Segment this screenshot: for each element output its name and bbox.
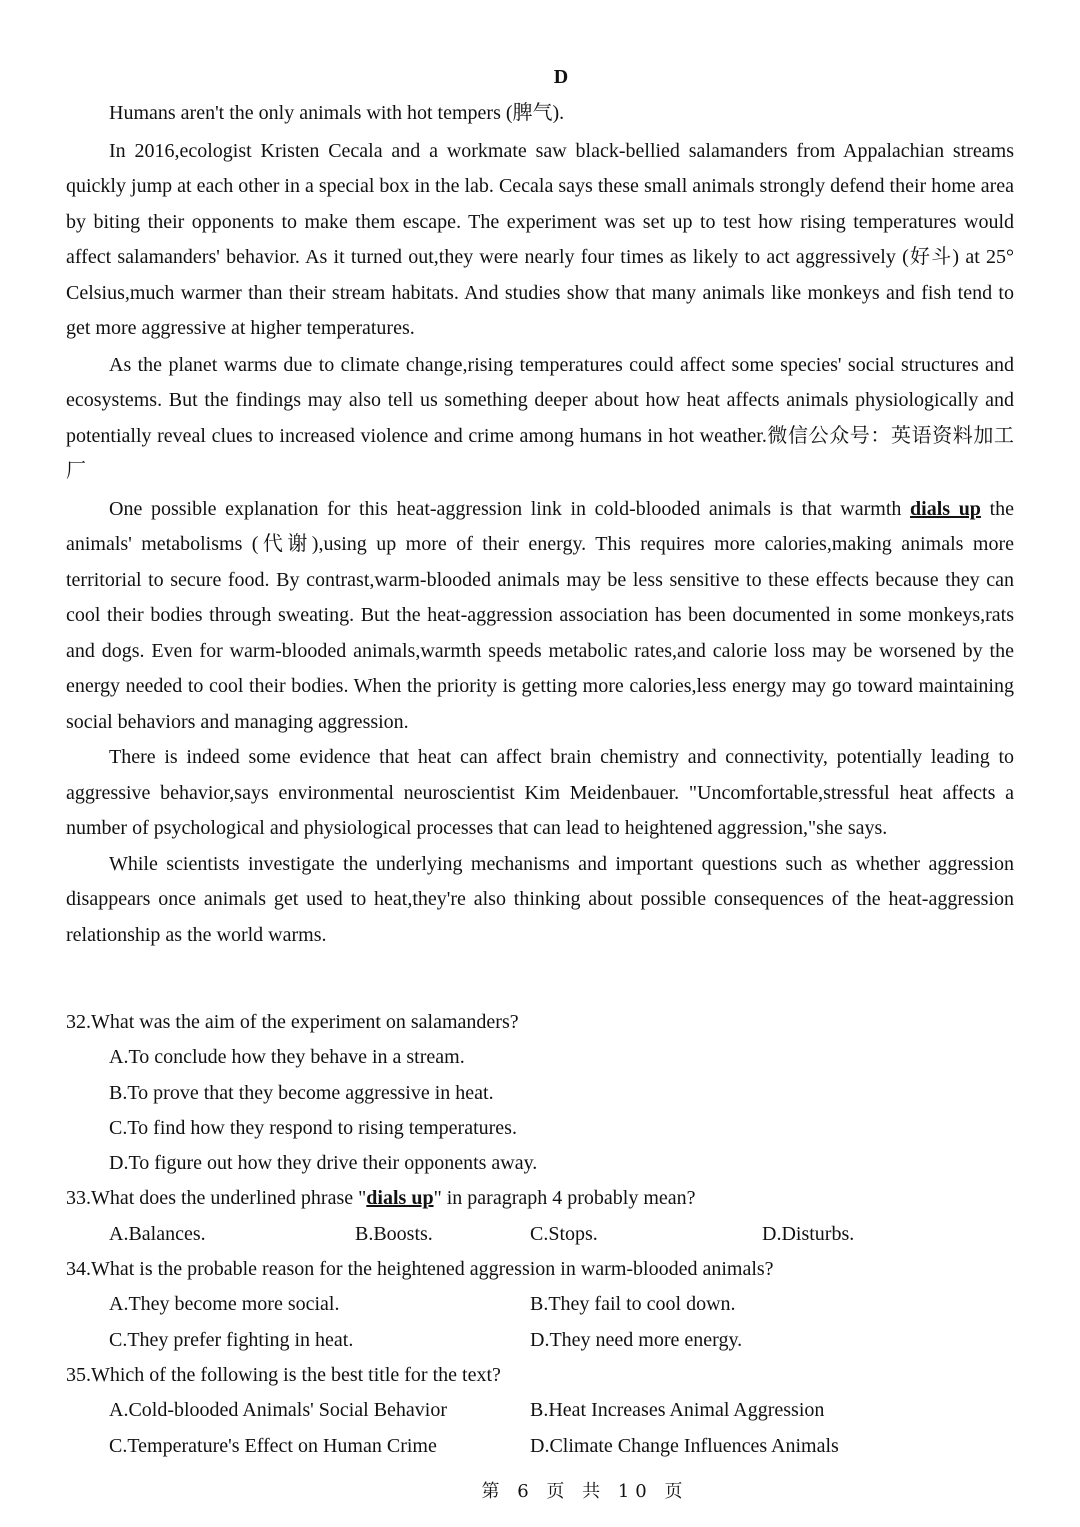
question-35-option-a: A.Cold-blooded Animals' Social Behavior — [109, 1399, 448, 1422]
question-33-option-d: D.Disturbs. — [762, 1222, 855, 1245]
question-34-option-d: D.They need more energy. — [530, 1328, 743, 1351]
question-34-options-row-1 — [66, 1287, 1014, 1322]
question-32-option-d-row — [66, 1146, 1014, 1181]
question-34-options-row-2 — [66, 1323, 1014, 1358]
question-35-options-row-1 — [66, 1393, 1014, 1428]
page-footer: 第 6 页 共 10 页 — [481, 1481, 689, 1502]
question-34-option-c: C.They prefer fighting in heat. — [109, 1328, 354, 1351]
question-33-option-c: C.Stops. — [530, 1222, 598, 1245]
question-33-stem — [66, 1181, 1014, 1216]
question-33-option-b: B.Boosts. — [355, 1222, 433, 1245]
question-35-option-d: D.Climate Change Influences Animals — [530, 1434, 839, 1457]
underlined-phrase: dials up — [910, 497, 981, 520]
question-33-option-a: A.Balances. — [109, 1222, 206, 1245]
question-35-option-b: B.Heat Increases Animal Aggression — [530, 1399, 825, 1422]
question-33-underlined-phrase: dials up — [366, 1187, 434, 1210]
question-32-option-c: C.To find how they respond to rising temperatures. — [109, 1116, 517, 1139]
question-32-option-b-row — [66, 1076, 1014, 1111]
reading-passage — [66, 96, 1014, 953]
question-32-option-b: B.To prove that they become aggressive in heat. — [109, 1081, 494, 1104]
question-34-stem: 34.What is the probable reason for the heightened aggression in warm-blooded animals? — [66, 1258, 774, 1281]
paragraph-2: In 2016,ecologist Kristen Cecala and a workmate saw black-bellied salamanders from Appalachian streams quickly jump at each other in a special box in the lab. Cecala says these small animals strongly defend their home area by biting their opponents to make them escape. The experiment was set up to test how rising temperatures would affect salamanders' behavior. As it turned out,they were nearly four times as likely to act aggressively (好斗) at 25° Celsius,much warmer than their stream habitats. And studies show that many animals like monkeys and fish tend to get more aggressive at higher temperatures. — [66, 139, 1014, 339]
question-32-option-a: A.To conclude how they behave in a stream. — [109, 1046, 465, 1069]
question-34-option-b: B.They fail to cool down. — [530, 1293, 736, 1316]
section-title: D — [553, 66, 569, 88]
paragraph-3: As the planet warms due to climate change,rising temperatures could affect some species' social structures and ecosystems. But the findings may also tell us something deeper about how heat affects animals physiologically and potentially reveal clues to increased violence and crime among humans in hot weather.微信公众号：英语资料加工厂 — [66, 353, 1014, 482]
question-32-option-c-row — [66, 1111, 1014, 1146]
paragraph-4-text-after: the animals' metabolisms (代谢),using up more of their energy. This requires more calories,making animals more territorial to secure food. By contrast,warm-blooded animals may be less sensitive to these effects because they can cool their bodies through sweating. But the heat-aggression association has been documented in some monkeys,rats and dogs. Even for warm-blooded animals,warmth speeds metabolic rates,and calorie loss may be worsened by the energy needed to cool their bodies. When the priority is getting more calories,less energy may go toward maintaining social behaviors and managing aggression. — [66, 497, 1015, 733]
question-35-option-c: C.Temperature's Effect on Human Crime — [109, 1434, 437, 1457]
question-32-option-a-row — [66, 1040, 1014, 1075]
question-34-option-a: A.They become more social. — [109, 1293, 340, 1316]
question-33-options — [66, 1217, 1014, 1252]
question-33-stem-after: " in paragraph 4 probably mean? — [433, 1187, 696, 1210]
paragraph-5: There is indeed some evidence that heat can affect brain chemistry and connectivity, potentially leading to aggressive behavior,says environmental neuroscientist Kim Meidenbauer. "Uncomfortable,stressful heat affects a number of psychological and physiological processes that can lead to heightened aggression,"she says. — [66, 746, 1014, 839]
paragraph-6: While scientists investigate the underlying mechanisms and important questions such as whether aggression disappears once animals get used to heat,they're also thinking about possible consequences of the heat-aggression relationship as the world warms. — [66, 852, 1014, 946]
question-list — [66, 1005, 1014, 1464]
paragraph-4 — [66, 492, 1014, 741]
question-35-options-row-2 — [66, 1429, 1014, 1464]
paragraph-1: Humans aren't the only animals with hot tempers (脾气). — [109, 102, 565, 124]
question-33-stem-before: 33.What does the underlined phrase " — [66, 1187, 367, 1210]
paragraph-4-text-before: One possible explanation for this heat-aggression link in cold-blooded animals is that warmth — [109, 497, 911, 520]
question-35-stem: 35.Which of the following is the best title for the text? — [66, 1363, 501, 1386]
question-32-stem: 32.What was the aim of the experiment on salamanders? — [66, 1011, 519, 1033]
question-32-option-d: D.To figure out how they drive their opponents away. — [109, 1152, 538, 1175]
